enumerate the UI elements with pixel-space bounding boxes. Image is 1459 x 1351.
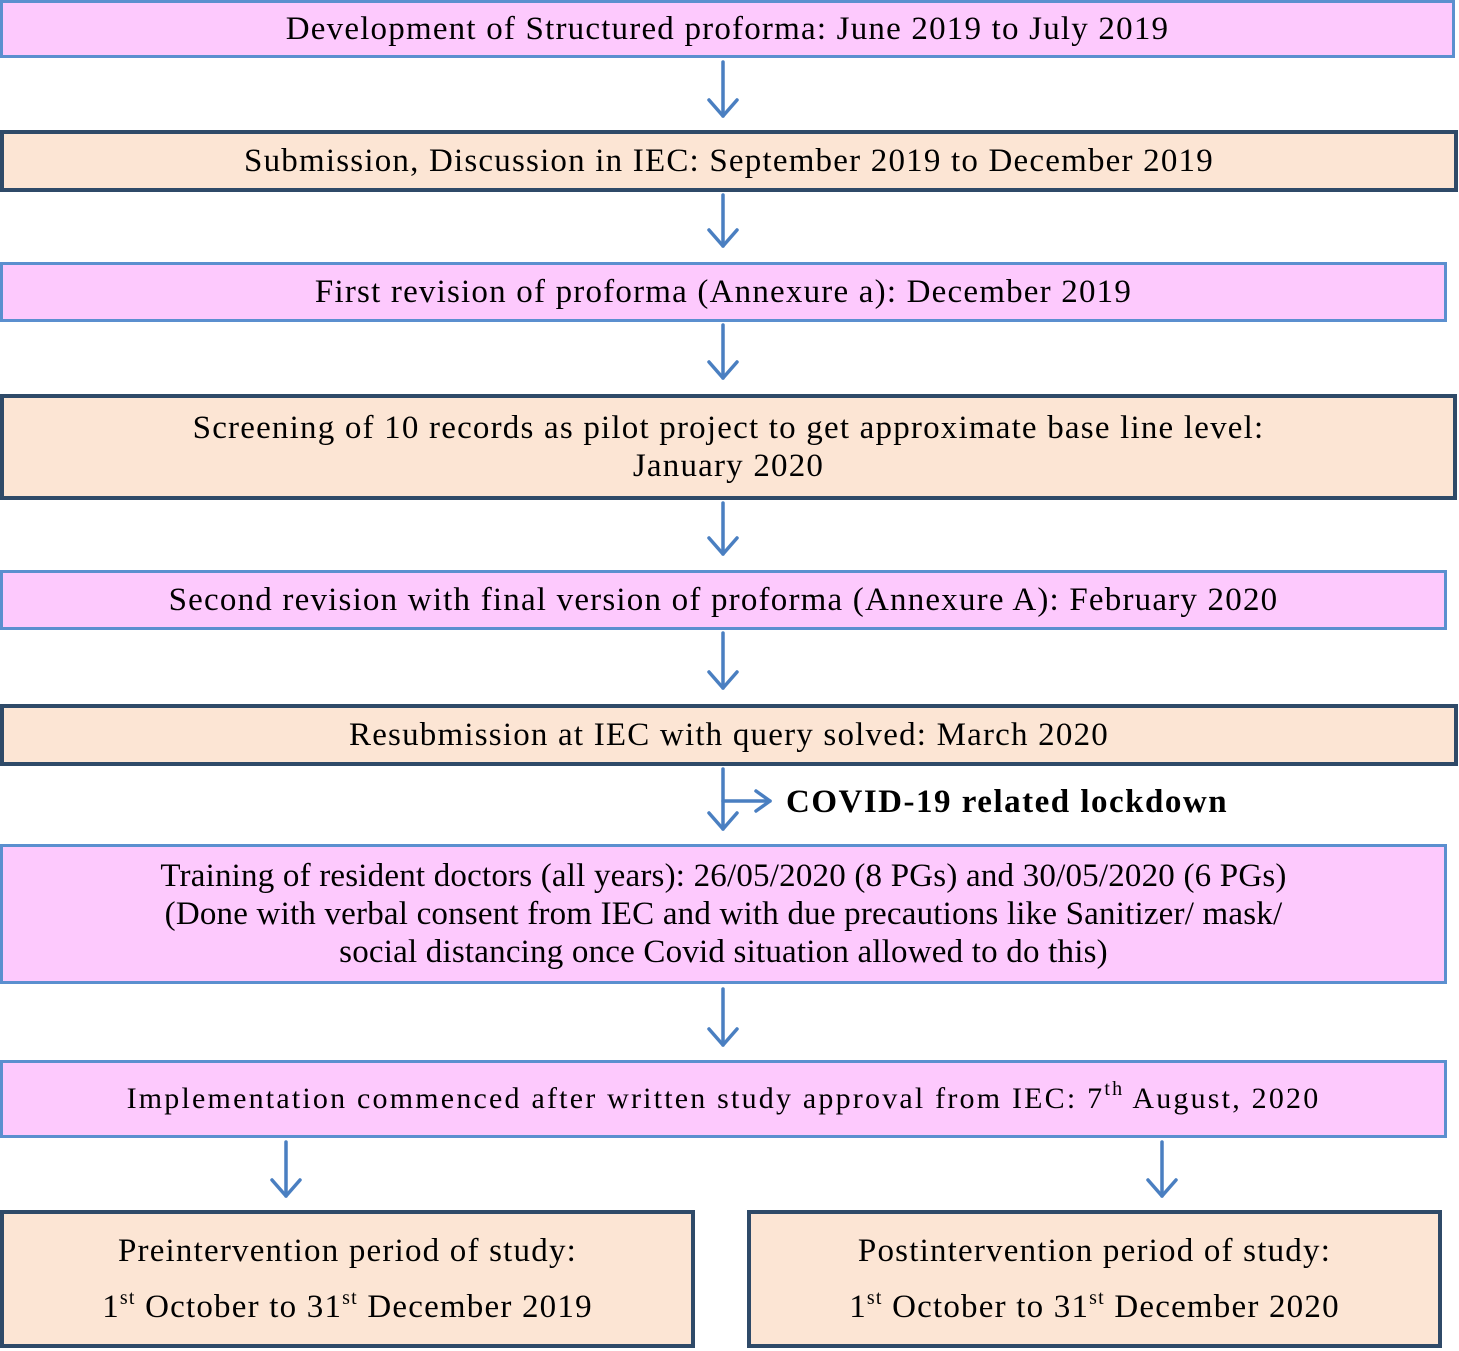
step-text-line1: Training of resident doctors (all years): 26/05/2020 (8 PGs) and 30/05/2020 (6 PGs) — [160, 858, 1287, 894]
period-title: Preintervention period of study: — [117, 1233, 578, 1269]
step-text-line2: (Done with verbal consent from IEC and with due precautions like Sanitizer/ mask/ — [164, 896, 1283, 932]
arrow-down-icon — [709, 325, 737, 378]
covid-lockdown-note: COVID-19 related lockdown — [786, 784, 1229, 820]
step-text-date: August, 2020 — [1124, 1082, 1321, 1115]
step-text-line3: social distancing once Covid situation allowed to do this) — [339, 934, 1108, 970]
step-text-line2: January 2020 — [632, 448, 825, 484]
arrow-down-icon — [709, 62, 737, 116]
step-text: Submission, Discussion in IEC: September 2019 to December 2019 — [244, 143, 1214, 179]
ordinal-suffix: th — [1104, 1078, 1125, 1100]
step-text: Development of Structured proforma: June 2019 to July 2019 — [285, 11, 1170, 47]
arrow-down-icon — [709, 633, 737, 688]
arrow-right-icon — [723, 791, 770, 811]
step-text: First revision of proforma (Annexure a): December 2019 — [314, 274, 1133, 310]
step-text: Second revision with final version of proforma (Annexure A): February 2020 — [168, 582, 1279, 618]
period-dates: 1st October to 31st December 2020 — [849, 1287, 1340, 1325]
period-title: Postintervention period of study: — [857, 1233, 1332, 1269]
arrow-down-icon — [709, 503, 737, 554]
arrow-down-icon — [709, 989, 737, 1045]
period-dates: 1st October to 31st December 2019 — [102, 1287, 593, 1325]
step-text-line1: Screening of 10 records as pilot project to get approximate base line level: — [192, 410, 1265, 446]
arrow-down-icon — [272, 1142, 300, 1196]
arrow-down-icon — [1148, 1142, 1176, 1196]
step-text: Resubmission at IEC with query solved: March 2020 — [349, 717, 1109, 753]
arrow-down-icon — [709, 195, 737, 246]
step-text-main: Implementation commenced after written study approval from IEC: 7 — [126, 1082, 1105, 1115]
arrow-down-icon — [709, 769, 737, 829]
